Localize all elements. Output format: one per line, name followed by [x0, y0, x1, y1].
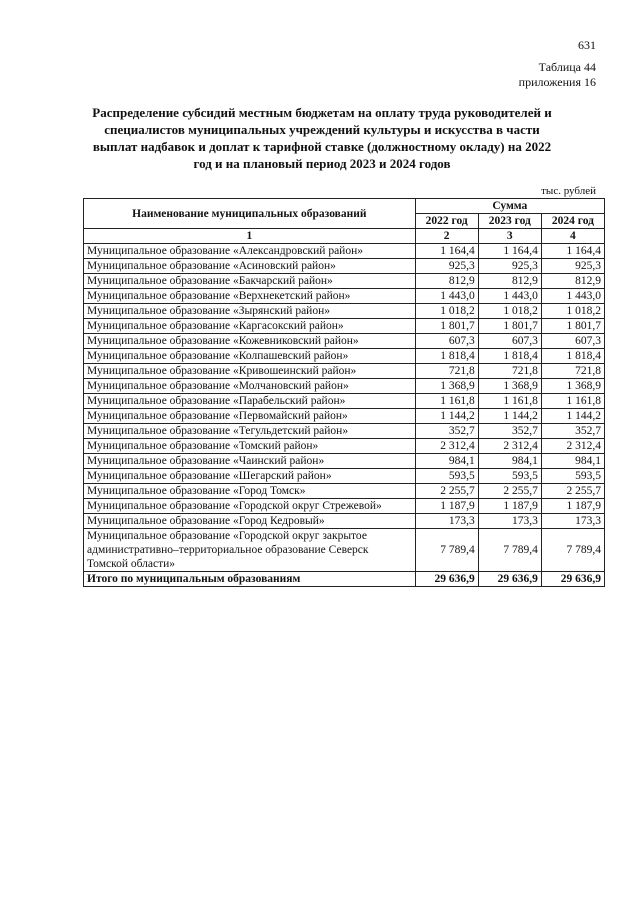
total-row — [84, 572, 605, 587]
row-value: 1 187,9 — [478, 499, 541, 514]
column-number: 4 — [541, 229, 604, 244]
row-value: 1 144,2 — [478, 409, 541, 424]
row-name: Муниципальное образование «Верхнекетский район» — [84, 289, 416, 304]
total-value: 29 636,9 — [415, 572, 478, 587]
table-row — [84, 424, 605, 439]
table-row — [84, 379, 605, 394]
row-value: 352,7 — [478, 424, 541, 439]
table-row — [84, 274, 605, 289]
row-value: 812,9 — [415, 274, 478, 289]
column-number: 2 — [415, 229, 478, 244]
total-value: 29 636,9 — [541, 572, 604, 587]
row-name: Муниципальное образование «Бакчарский район» — [84, 274, 416, 289]
row-value: 1 443,0 — [415, 289, 478, 304]
row-value: 1 801,7 — [541, 319, 604, 334]
page-number: 631 — [578, 38, 596, 52]
header-year: 2024 год — [541, 214, 604, 229]
row-value: 352,7 — [541, 424, 604, 439]
header-sum: Сумма — [415, 199, 604, 214]
row-value: 721,8 — [478, 364, 541, 379]
table-reference — [519, 60, 596, 90]
total-value: 29 636,9 — [478, 572, 541, 587]
row-value: 984,1 — [541, 454, 604, 469]
total-label: Итого по муниципальным образованиям — [84, 572, 416, 587]
row-value: 721,8 — [415, 364, 478, 379]
row-value: 2 312,4 — [541, 439, 604, 454]
table-row — [84, 289, 605, 304]
table-row — [84, 394, 605, 409]
table-row — [84, 484, 605, 499]
row-name: Муниципальное образование «Город Томск» — [84, 484, 416, 499]
row-value: 721,8 — [541, 364, 604, 379]
row-value: 7 789,4 — [478, 529, 541, 572]
row-value: 593,5 — [415, 469, 478, 484]
row-value: 1 818,4 — [541, 349, 604, 364]
row-value: 925,3 — [415, 259, 478, 274]
row-value: 1 801,7 — [478, 319, 541, 334]
row-value: 593,5 — [478, 469, 541, 484]
row-value: 173,3 — [478, 514, 541, 529]
row-value: 1 368,9 — [415, 379, 478, 394]
row-value: 607,3 — [415, 334, 478, 349]
row-value: 173,3 — [541, 514, 604, 529]
row-value: 1 144,2 — [541, 409, 604, 424]
row-name: Муниципальное образование «Каргасокский район» — [84, 319, 416, 334]
table-row — [84, 364, 605, 379]
row-value: 984,1 — [415, 454, 478, 469]
row-value: 1 161,8 — [415, 394, 478, 409]
table-ref-line: Таблица 44 — [538, 60, 596, 74]
row-name: Муниципальное образование «Чаинский район» — [84, 454, 416, 469]
row-value: 1 368,9 — [541, 379, 604, 394]
row-value: 2 312,4 — [478, 439, 541, 454]
row-value: 1 164,4 — [415, 244, 478, 259]
row-name: Муниципальное образование «Зырянский район» — [84, 304, 416, 319]
table-row — [84, 259, 605, 274]
table-row — [84, 409, 605, 424]
row-value: 1 018,2 — [415, 304, 478, 319]
row-value: 1 187,9 — [541, 499, 604, 514]
table-row — [84, 439, 605, 454]
table-row — [84, 304, 605, 319]
row-name: Муниципальное образование «Асиновский район» — [84, 259, 416, 274]
row-name: Муниципальное образование «Первомайский район» — [84, 409, 416, 424]
row-value: 1 443,0 — [478, 289, 541, 304]
row-value: 984,1 — [478, 454, 541, 469]
header-year: 2022 год — [415, 214, 478, 229]
table-row — [84, 454, 605, 469]
row-name: Муниципальное образование «Городской округ закрытое административно–территориальное образование Северск Томской области» — [84, 529, 416, 572]
row-value: 1 801,7 — [415, 319, 478, 334]
row-value: 607,3 — [478, 334, 541, 349]
row-name: Муниципальное образование «Александровский район» — [84, 244, 416, 259]
table-row — [84, 349, 605, 364]
row-value: 7 789,4 — [541, 529, 604, 572]
row-value: 1 818,4 — [415, 349, 478, 364]
row-name: Муниципальное образование «Шегарский район» — [84, 469, 416, 484]
row-name: Муниципальное образование «Томский район» — [84, 439, 416, 454]
row-value: 7 789,4 — [415, 529, 478, 572]
header-year: 2023 год — [478, 214, 541, 229]
table-row — [84, 499, 605, 514]
row-value: 1 018,2 — [541, 304, 604, 319]
row-value: 352,7 — [415, 424, 478, 439]
row-value: 812,9 — [541, 274, 604, 289]
row-value: 1 443,0 — [541, 289, 604, 304]
header-name: Наименование муниципальных образований — [84, 199, 416, 229]
row-name: Муниципальное образование «Тегульдетский район» — [84, 424, 416, 439]
row-value: 2 255,7 — [415, 484, 478, 499]
row-value: 2 255,7 — [478, 484, 541, 499]
row-name: Муниципальное образование «Колпашевский район» — [84, 349, 416, 364]
row-value: 1 164,4 — [478, 244, 541, 259]
table-row — [84, 529, 605, 572]
row-value: 593,5 — [541, 469, 604, 484]
table-row — [84, 514, 605, 529]
row-value: 2 312,4 — [415, 439, 478, 454]
row-value: 1 161,8 — [478, 394, 541, 409]
units-label: тыс. рублей — [541, 185, 596, 197]
row-value: 1 161,8 — [541, 394, 604, 409]
row-value: 1 018,2 — [478, 304, 541, 319]
column-number: 3 — [478, 229, 541, 244]
table-body — [84, 244, 605, 587]
row-value: 607,3 — [541, 334, 604, 349]
row-value: 812,9 — [478, 274, 541, 289]
table-ref-line: приложения 16 — [518, 75, 596, 89]
row-value: 1 144,2 — [415, 409, 478, 424]
row-value: 2 255,7 — [541, 484, 604, 499]
row-name: Муниципальное образование «Кожевниковский район» — [84, 334, 416, 349]
row-value: 1 818,4 — [478, 349, 541, 364]
row-value: 1 164,4 — [541, 244, 604, 259]
row-name: Муниципальное образование «Город Кедровый» — [84, 514, 416, 529]
table-row — [84, 469, 605, 484]
row-value: 1 368,9 — [478, 379, 541, 394]
column-number: 1 — [84, 229, 416, 244]
table-row — [84, 334, 605, 349]
row-value: 1 187,9 — [415, 499, 478, 514]
table-row — [84, 319, 605, 334]
row-name: Муниципальное образование «Городской округ Стрежевой» — [84, 499, 416, 514]
row-value: 925,3 — [478, 259, 541, 274]
row-name: Муниципальное образование «Кривошеинский район» — [84, 364, 416, 379]
row-value: 173,3 — [415, 514, 478, 529]
row-name: Муниципальное образование «Парабельский район» — [84, 394, 416, 409]
row-value: 925,3 — [541, 259, 604, 274]
subsidy-table — [83, 198, 605, 587]
table-row — [84, 244, 605, 259]
row-name: Муниципальное образование «Молчановский район» — [84, 379, 416, 394]
document-title: Распределение субсидий местным бюджетам на оплату труда руководителей и специалистов муниципальных учреждений культуры и искусства в части выплат надбавок и доплат к тарифной ставке (должностному окладу) на 2022 год и на плановый период 2023 и 2024 годов — [92, 105, 552, 171]
